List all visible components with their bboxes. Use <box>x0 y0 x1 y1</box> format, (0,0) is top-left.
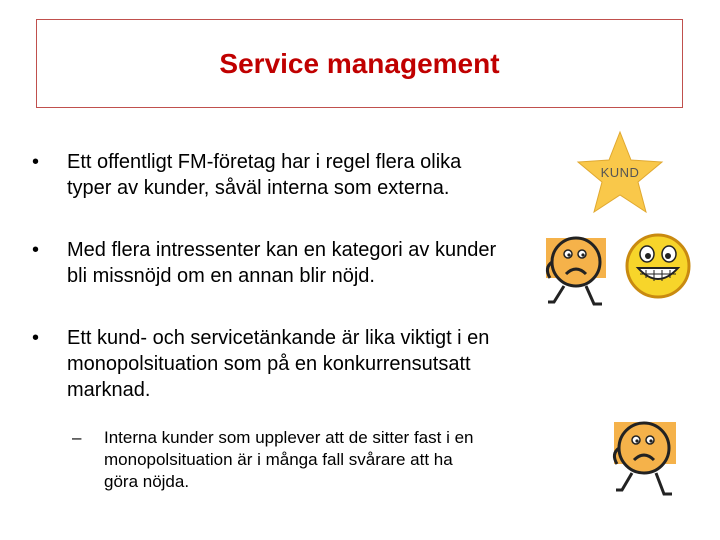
bullet-3-line-1: Ett kund- och servicetänkande är lika viktigt i en <box>67 327 490 349</box>
sub-bullet-line-2: monopolsituation är i många fall svårare att ha <box>104 450 453 469</box>
sub-bullet-line-3: göra nöjda. <box>104 472 190 491</box>
sub-bullet <box>72 427 592 497</box>
bullet-1-line-2: typer av kunder, såväl interna som externa. <box>67 177 450 199</box>
bullet-marker: • <box>32 151 40 173</box>
bullet-3-line-3: marknad. <box>67 379 151 401</box>
bullet-marker: • <box>32 239 40 261</box>
bullet-2-line-2: bli missnöjd om en annan blir nöjd. <box>67 265 375 287</box>
star-label: KUND <box>600 164 640 180</box>
bullet-2-line-1: Med flera intressenter kan en kategori av kunder <box>67 239 497 261</box>
sub-bullet-marker: – <box>72 428 82 447</box>
bullet-1-line-1: Ett offentligt FM-företag har i regel flera olika <box>67 151 462 173</box>
bullet-1 <box>32 150 552 202</box>
star-icon <box>576 130 664 214</box>
sad-cartoon-figure-icon <box>606 416 682 502</box>
slide-title: Service management <box>219 47 500 79</box>
title-box <box>36 19 683 108</box>
happy-smiley-icon <box>624 232 692 300</box>
bullet-3 <box>32 326 592 406</box>
sad-cartoon-figure-icon <box>540 232 610 312</box>
sub-bullet-line-1: Interna kunder som upplever att de sitter fast i en <box>104 428 474 447</box>
bullet-2 <box>32 238 552 290</box>
bullet-3-line-2: monopolsituation som på en konkurrensutsatt <box>67 353 471 375</box>
bullet-marker: • <box>32 327 40 349</box>
